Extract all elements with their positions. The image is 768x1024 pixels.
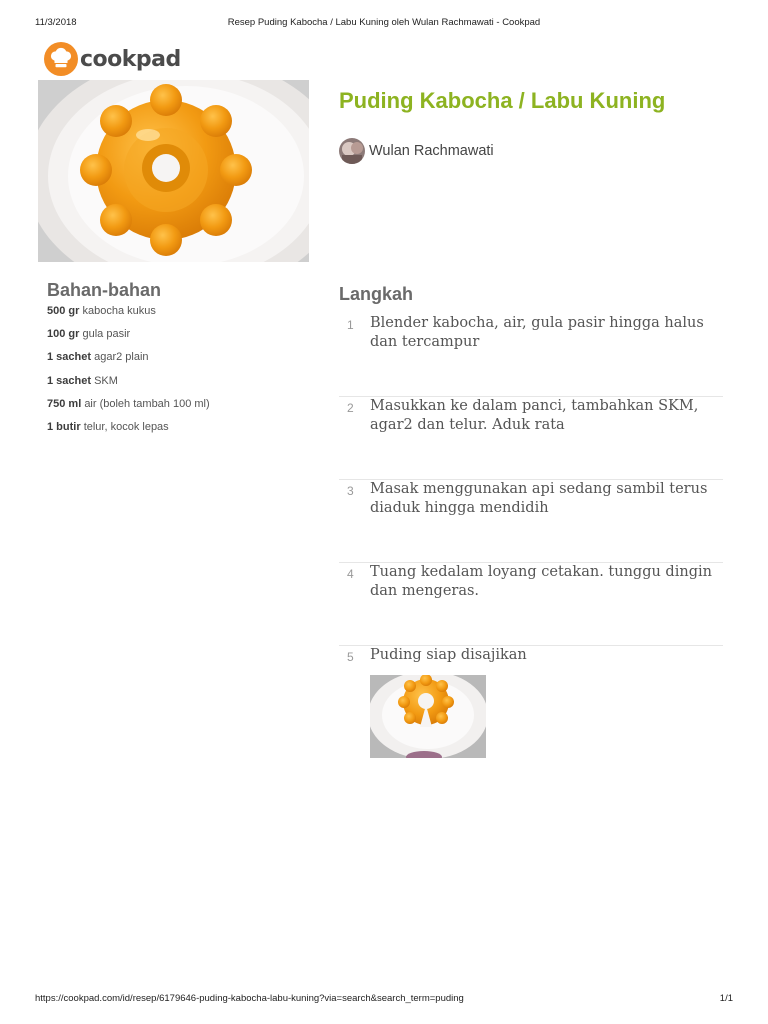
step-item	[339, 397, 723, 480]
step-text: Tuang kedalam loyang cetakan. tunggu dingin dan mengeras.	[370, 564, 712, 599]
step-number: 4	[347, 567, 354, 581]
ingredient-name: agar2 plain	[94, 351, 149, 364]
ingredient-name: gula pasir	[82, 328, 131, 341]
step-item	[339, 480, 723, 563]
print-url[interactable]: https://cookpad.com/id/resep/6179646-puding-kabocha-labu-kuning?via=search&search_term=puding	[35, 993, 464, 1004]
print-header	[35, 17, 733, 31]
ingredient-qty: 1 sachet	[47, 374, 92, 387]
author[interactable]	[339, 138, 494, 164]
ingredient-name: air (boleh tambah 100 ml)	[84, 397, 210, 410]
print-footer	[35, 993, 733, 1007]
step-number: 3	[347, 484, 354, 498]
ingredient-qty: 1 butir	[47, 420, 81, 433]
ingredient-item	[47, 398, 302, 421]
ingredient-name: telur, kocok lepas	[83, 420, 169, 433]
steps-heading: Langkah	[339, 284, 414, 304]
avatar[interactable]	[339, 138, 365, 164]
step-number: 2	[347, 401, 354, 415]
ingredient-name: SKM	[94, 374, 118, 387]
ingredient-item	[47, 375, 302, 398]
recipe-hero-photo	[38, 80, 309, 262]
ingredient-name: kabocha kukus	[82, 305, 156, 317]
ingredient-qty: 1 sachet	[47, 351, 92, 364]
ingredient-item	[47, 305, 302, 328]
ingredient-list	[47, 305, 302, 444]
ingredient-qty: 500 gr	[47, 305, 80, 317]
print-date: 11/3/2018	[35, 17, 77, 28]
logo-wordmark: cookpad	[80, 46, 181, 72]
chef-hat-icon	[44, 42, 78, 76]
step-number: 1	[347, 318, 354, 332]
step-text: Blender kabocha, air, gula pasir hingga halus dan tercampur	[370, 315, 704, 350]
ingredient-qty: 100 gr	[47, 328, 80, 341]
step-text: Masukkan ke dalam panci, tambahkan SKM, agar2 dan telur. Aduk rata	[370, 398, 699, 433]
ingredient-item	[47, 328, 302, 351]
cookpad-logo[interactable]	[44, 42, 181, 76]
step-text: Masak menggunakan api sedang sambil terus diaduk hingga mendidih	[370, 481, 708, 516]
ingredients-heading: Bahan-bahan	[47, 280, 162, 300]
step-text: Puding siap disajikan	[370, 647, 527, 663]
page-number: 1/1	[719, 993, 733, 1004]
step-number: 5	[347, 650, 354, 664]
ingredient-item	[47, 421, 302, 444]
ingredient-item	[47, 351, 302, 374]
ingredient-qty: 750 ml	[47, 397, 82, 410]
step-list	[339, 314, 723, 729]
author-name[interactable]: Wulan Rachmawati	[369, 143, 494, 159]
step-item	[339, 563, 723, 646]
step-5-photo[interactable]	[370, 675, 486, 758]
print-doc-title: Resep Puding Kabocha / Labu Kuning oleh Wulan Rachmawati - Cookpad	[227, 17, 541, 28]
recipe-title: Puding Kabocha / Labu Kuning	[339, 88, 666, 113]
step-item	[339, 314, 723, 397]
